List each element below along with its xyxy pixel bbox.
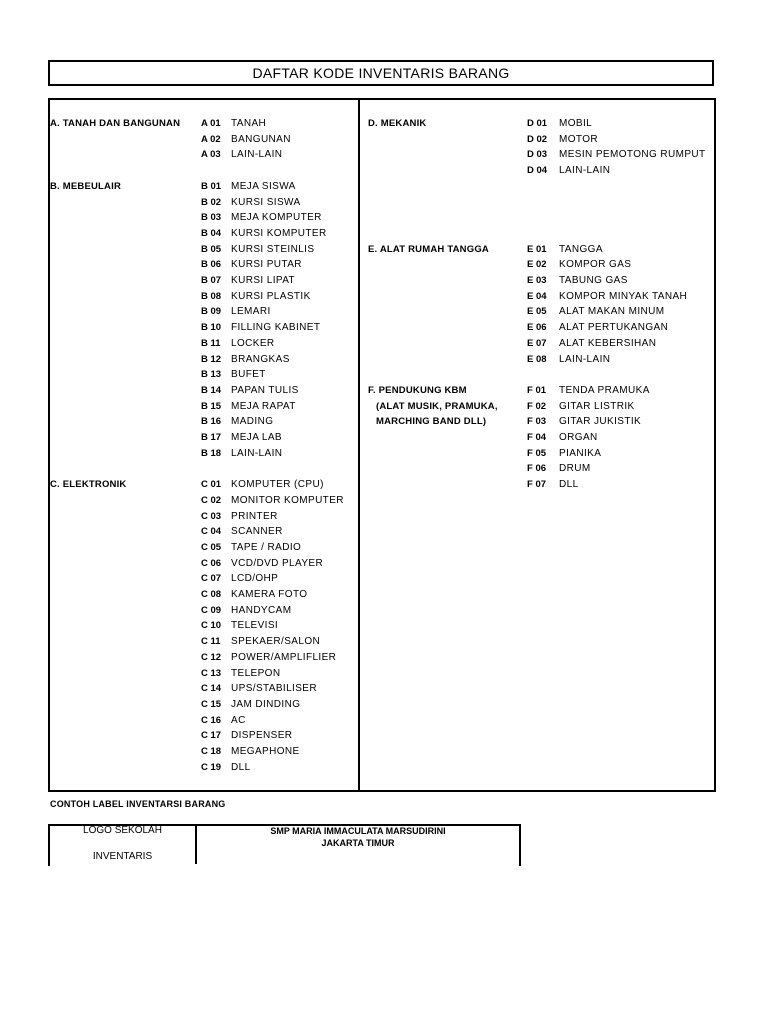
item-name: GITAR JUKISTIK — [559, 416, 642, 428]
item-name: MONITOR KOMPUTER — [231, 494, 344, 506]
item-code: C 16 — [201, 714, 222, 726]
item-name: KOMPOR GAS — [559, 259, 632, 271]
item-code: B 05 — [201, 243, 222, 255]
item-name: LEMARI — [231, 306, 271, 318]
label-example-caption: CONTOH LABEL INVENTARSI BARANG — [50, 799, 226, 809]
item-code: F 04 — [527, 432, 547, 443]
item-code: D 04 — [527, 165, 548, 177]
item-name: JAM DINDING — [231, 698, 301, 710]
item-name: MEJA RAPAT — [231, 400, 296, 412]
category-label: A. TANAH DAN BANGUNAN — [50, 118, 181, 129]
item-name: MESIN PEMOTONG RUMPUT — [559, 149, 706, 161]
item-code: E 01 — [527, 243, 547, 255]
item-name: MEJA KOMPUTER — [231, 212, 322, 224]
item-name: TANAH — [231, 118, 267, 129]
item-name: TELEVISI — [231, 620, 279, 632]
category-label: F. PENDUKUNG KBM — [368, 384, 467, 396]
item-name: LAIN-LAIN — [559, 165, 611, 177]
column-divider — [358, 98, 360, 792]
item-code: B 09 — [201, 306, 222, 318]
category-label: B. MEBEULAIR — [50, 180, 122, 192]
item-name: TELEPON — [231, 667, 281, 679]
item-name: DISPENSER — [231, 730, 293, 742]
item-code: E 02 — [527, 259, 547, 271]
logo-placeholder-text: LOGO SEKOLAH — [83, 825, 162, 836]
item-name: FILLING KABINET — [231, 322, 321, 334]
item-code: A 02 — [201, 133, 221, 145]
item-code: B 01 — [201, 180, 222, 192]
item-code: C 10 — [201, 620, 222, 632]
item-name: LAIN-LAIN — [231, 149, 283, 161]
item-code: E 04 — [527, 290, 547, 302]
item-name: ALAT PERTUKANGAN — [559, 322, 669, 334]
item-code: B 12 — [201, 353, 222, 365]
item-name: MEJA SISWA — [231, 180, 296, 192]
document-title: DAFTAR KODE INVENTARIS BARANG — [48, 60, 714, 86]
category-label: E. ALAT RUMAH TANGGA — [368, 243, 489, 255]
item-code: B 06 — [201, 259, 222, 271]
item-code: B 04 — [201, 227, 222, 239]
item-code: C 13 — [201, 667, 222, 679]
item-name: LAIN-LAIN — [559, 353, 611, 365]
item-name: KURSI KOMPUTER — [231, 227, 327, 239]
school-city: JAKARTA TIMUR — [321, 838, 395, 848]
item-name: KURSI SISWA — [231, 196, 301, 208]
category-label: MARCHING BAND DLL) — [376, 416, 487, 428]
item-name: KURSI PUTAR — [231, 259, 302, 271]
item-code: C 17 — [201, 730, 222, 742]
item-code: C 02 — [201, 494, 222, 506]
item-code: E 06 — [527, 322, 547, 334]
item-code: C 04 — [201, 526, 222, 538]
item-name: KURSI PLASTIK — [231, 290, 311, 302]
item-code: A 03 — [201, 149, 221, 161]
item-code: C 11 — [201, 636, 221, 648]
item-name: GITAR LISTRIK — [559, 400, 635, 412]
item-name: MADING — [231, 416, 274, 428]
item-code: B 14 — [201, 384, 222, 396]
item-name: ALAT MAKAN MINUM — [559, 306, 665, 318]
item-code: B 18 — [201, 447, 222, 459]
item-name: MEJA LAB — [231, 432, 282, 443]
item-code: B 10 — [201, 322, 222, 334]
item-code: B 15 — [201, 400, 222, 412]
item-code: C 18 — [201, 746, 222, 757]
item-name: SCANNER — [231, 526, 283, 538]
inventaris-text: INVENTARIS — [92, 851, 153, 862]
item-code: C 03 — [201, 510, 222, 522]
item-code: C 08 — [201, 589, 222, 600]
item-code: C 12 — [201, 651, 222, 663]
item-code: E 05 — [527, 306, 547, 318]
item-name: BUFET — [231, 369, 266, 381]
item-name: TAPE / RADIO — [231, 541, 302, 553]
item-code: B 08 — [201, 290, 222, 302]
item-name: SPEKAER/SALON — [231, 636, 321, 648]
item-code: B 02 — [201, 196, 222, 208]
item-name: TANGGA — [559, 243, 603, 255]
item-name: LAIN-LAIN — [231, 447, 283, 459]
item-code: F 01 — [527, 384, 547, 396]
item-code: C 14 — [201, 683, 222, 695]
item-code: F 07 — [527, 479, 547, 491]
item-code: C 01 — [201, 479, 222, 491]
item-name: KAMERA FOTO — [231, 589, 308, 600]
school-name: SMP MARIA IMMACULATA MARSUDIRINI — [270, 826, 446, 836]
item-code: C 07 — [201, 573, 222, 585]
item-name: LCD/OHP — [231, 573, 279, 585]
item-name: LOCKER — [231, 337, 275, 349]
item-code: C 05 — [201, 541, 222, 553]
item-name: BRANGKAS — [231, 353, 290, 365]
category-label: D. MEKANIK — [368, 118, 427, 129]
item-name: KURSI LIPAT — [231, 275, 296, 286]
item-code: E 03 — [527, 275, 547, 286]
item-code: B 16 — [201, 416, 222, 428]
item-code: D 03 — [527, 149, 548, 161]
item-name: TABUNG GAS — [559, 275, 628, 286]
item-name: PAPAN TULIS — [231, 384, 299, 396]
item-code: F 02 — [527, 400, 547, 412]
item-name: KOMPOR MINYAK TANAH — [559, 290, 688, 302]
item-name: DLL — [559, 479, 579, 491]
item-name: AC — [231, 714, 246, 726]
item-code: C 15 — [201, 698, 222, 710]
item-name: DRUM — [559, 463, 591, 475]
item-code: D 02 — [527, 133, 548, 145]
item-name: MEGAPHONE — [231, 746, 300, 757]
item-name: PRINTER — [231, 510, 278, 522]
item-name: PIANIKA — [559, 447, 602, 459]
item-name: MOTOR — [559, 133, 599, 145]
item-code: B 07 — [201, 275, 222, 286]
item-name: KURSI STEINLIS — [231, 243, 315, 255]
item-code: B 17 — [201, 432, 222, 443]
category-label: (ALAT MUSIK, PRAMUKA, — [376, 400, 498, 412]
item-name: VCD/DVD PLAYER — [231, 557, 324, 569]
item-name: ALAT KEBERSIHAN — [559, 337, 657, 349]
item-code: F 05 — [527, 447, 547, 459]
item-code: C 06 — [201, 557, 222, 569]
item-code: F 06 — [527, 463, 547, 475]
item-code: D 01 — [527, 118, 548, 129]
item-code: B 03 — [201, 212, 222, 224]
category-label: C. ELEKTRONIK — [50, 479, 127, 491]
item-code: B 11 — [201, 337, 221, 349]
item-name: TENDA PRAMUKA — [559, 384, 650, 396]
item-name: HANDYCAM — [231, 604, 292, 616]
item-code: E 08 — [527, 353, 547, 365]
item-name: BANGUNAN — [231, 133, 291, 145]
item-code: C 19 — [201, 761, 222, 773]
item-code: F 03 — [527, 416, 547, 428]
item-name: DLL — [231, 761, 251, 773]
item-code: B 13 — [201, 369, 222, 381]
item-name: KOMPUTER (CPU) — [231, 479, 324, 491]
item-code: C 09 — [201, 604, 222, 616]
item-name: POWER/AMPLIFLIER — [231, 651, 337, 663]
item-code: E 07 — [527, 337, 547, 349]
item-code: A 01 — [201, 118, 221, 129]
item-name: MOBIL — [559, 118, 593, 129]
inventory-code-table — [48, 98, 716, 792]
item-name: ORGAN — [559, 432, 598, 443]
item-name: UPS/STABILISER — [231, 683, 317, 695]
